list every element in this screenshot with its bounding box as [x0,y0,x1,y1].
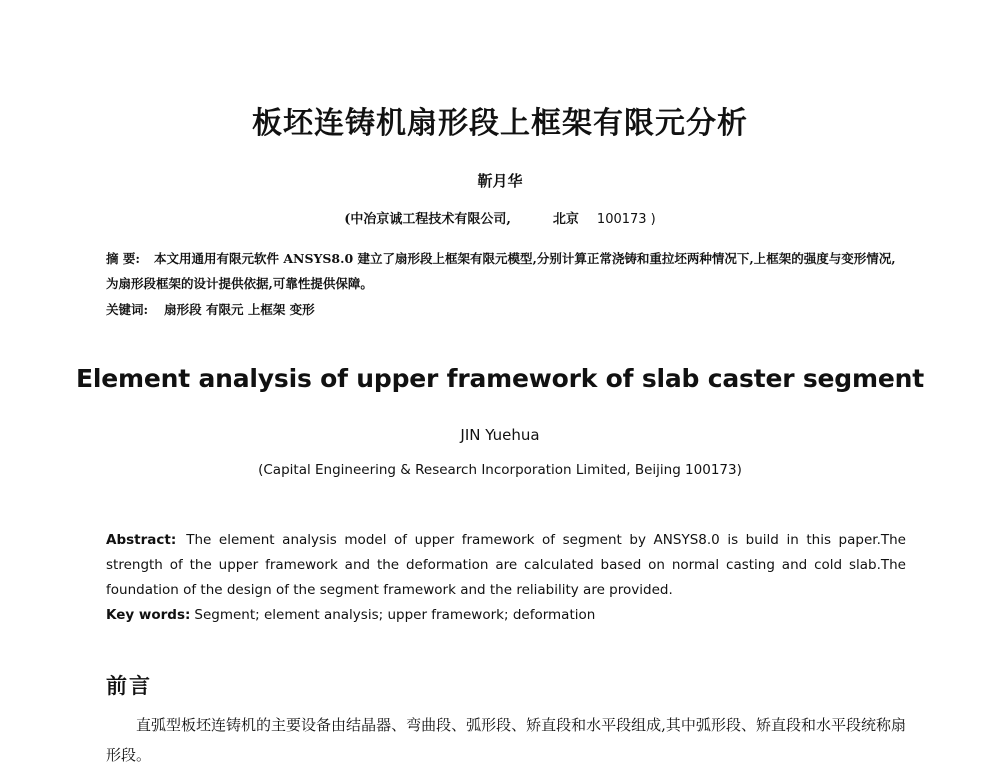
keywords-cn [106,300,315,318]
affiliation-city-cn: 北京 [552,212,579,227]
keywords-text-en: Segment; element analysis; upper framework; deformation [194,607,596,623]
section-heading: 前言 [106,674,152,698]
paper-title-en: Element analysis of upper framework of slab caster segment [76,364,924,393]
keywords-label-en: Key words: [106,607,191,623]
abstract-label-cn: 摘 要: [106,251,140,266]
abstract-label-en: Abstract: [106,532,177,548]
abstract-en [106,528,906,628]
keywords-label-cn: 关键词: [106,302,149,317]
affiliation-cn [0,208,1000,227]
author-name-en: JIN Yuehua [460,426,540,444]
section-paragraph: 直弧型板坯连铸机的主要设备由结晶器、弯曲段、弧形段、矫直段和水平段组成,其中弧形段、矫直段和水平段统称扇形段。 [106,716,906,764]
affiliation-org-cn: (中冶京诚工程技术有限公司, [344,212,511,227]
author-name-cn: 靳月华 [477,172,523,190]
keywords-en [106,603,906,628]
affiliation-en: (Capital Engineering & Research Incorporation Limited, Beijing 100173) [258,462,742,478]
keywords-text-cn: 扇形段 有限元 上框架 变形 [164,302,315,317]
abstract-text-cn: 本文用通用有限元软件 ANSYS8.0 建立了扇形段上框架有限元模型,分别计算正常浇铸和重拉坯两种情况下,上框架的强度与变形情况,为扇形段框架的设计提供依据,可靠性提供保障。 [106,251,896,291]
affiliation-zip-cn: 100173 ) [596,212,656,227]
abstract-en-paragraph [106,528,906,603]
abstract-text-en: The element analysis model of upper framework of segment by ANSYS8.0 is build in this paper.The strength of the upper framework and the deformation are calculated based on normal casting and cold slab.The foundation of the design of the segment framework and the reliability are provided. [106,532,906,598]
paper-title-cn: 板坯连铸机扇形段上框架有限元分析 [252,106,748,141]
abstract-cn [106,246,906,296]
